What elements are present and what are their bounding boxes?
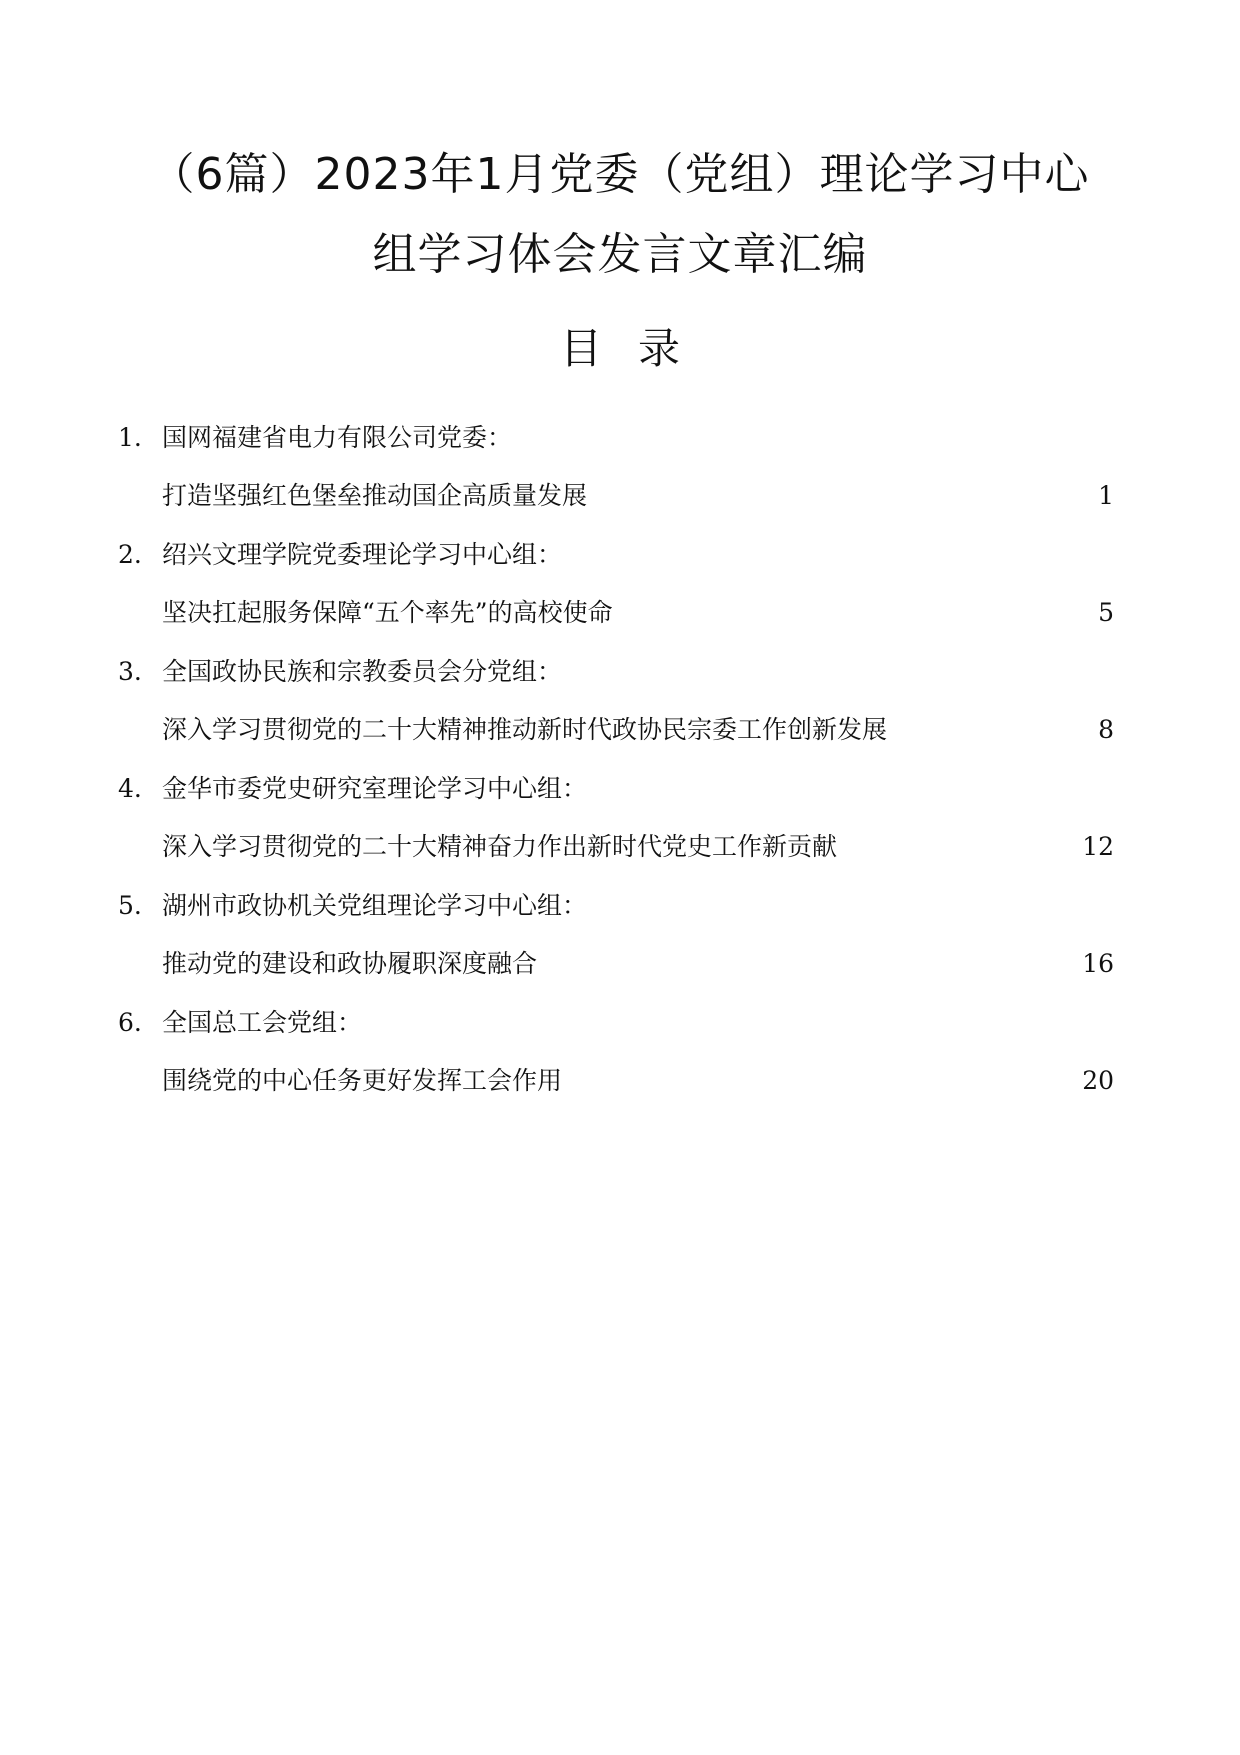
toc-heading: 目录 <box>559 324 716 373</box>
toc-entry-4[interactable] <box>0 774 1240 891</box>
toc-entry-2[interactable] <box>0 540 1240 657</box>
toc-entry-6[interactable] <box>0 1008 1240 1125</box>
toc-entry-organization: 金华市委党史研究室理论学习中心组： <box>162 774 588 803</box>
toc-entry-3[interactable] <box>0 657 1240 774</box>
toc-entry-number: 5. <box>118 891 142 920</box>
toc-entry-number: 6. <box>118 1008 142 1037</box>
toc-entry-number: 4. <box>118 774 142 803</box>
toc-entry-page-number: 8 <box>1098 715 1114 744</box>
toc-entry-number: 2. <box>118 540 142 569</box>
toc-entry-page-number: 5 <box>1098 598 1114 627</box>
toc-entry-page-number: 1 <box>1098 481 1114 510</box>
toc-entry-number: 3. <box>118 657 142 686</box>
toc-entry-article-title[interactable]: 深入学习贯彻党的二十大精神奋力作出新时代党史工作新贡献 <box>162 832 838 861</box>
toc-entry-organization: 全国总工会党组： <box>162 1008 363 1037</box>
toc-entry-number: 1. <box>118 423 142 452</box>
toc-entry-article-title[interactable]: 推动党的建设和政协履职深度融合 <box>162 949 538 978</box>
document-title-line-2: 组学习体会发言文章汇编 <box>372 229 868 280</box>
toc-entry-organization: 全国政协民族和宗教委员会分党组： <box>162 657 563 686</box>
toc-entry-article-title[interactable]: 坚决扛起服务保障“五个率先”的高校使命 <box>162 598 613 627</box>
toc-entry-organization: 湖州市政协机关党组理论学习中心组： <box>162 891 588 920</box>
toc-entry-article-title[interactable]: 围绕党的中心任务更好发挥工会作用 <box>162 1066 563 1095</box>
toc-entry-organization: 国网福建省电力有限公司党委： <box>162 423 513 452</box>
toc-entry-article-title[interactable]: 深入学习贯彻党的二十大精神推动新时代政协民宗委工作创新发展 <box>162 715 888 744</box>
toc-entry-1[interactable] <box>0 423 1240 540</box>
toc-entry-page-number: 12 <box>1082 832 1114 861</box>
toc-entry-organization: 绍兴文理学院党委理论学习中心组： <box>162 540 563 569</box>
table-of-contents <box>0 423 1240 1125</box>
toc-entry-page-number: 16 <box>1082 949 1114 978</box>
toc-entry-5[interactable] <box>0 891 1240 1008</box>
toc-entry-page-number: 20 <box>1082 1066 1114 1095</box>
toc-entry-article-title[interactable]: 打造坚强红色堡垒推动国企高质量发展 <box>162 481 588 510</box>
document-title-line-1: （6篇）2023年1月党委（党组）理论学习中心 <box>150 149 1090 200</box>
